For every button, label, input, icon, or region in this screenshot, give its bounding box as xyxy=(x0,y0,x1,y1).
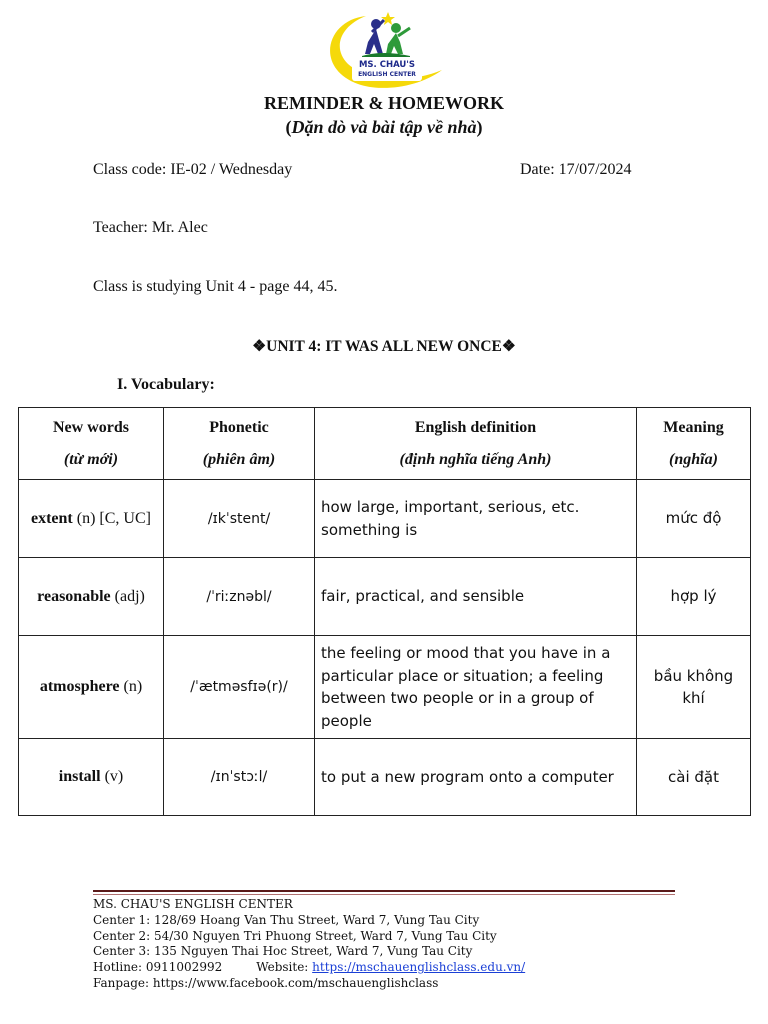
logo-text-line2: ENGLISH CENTER xyxy=(358,71,416,78)
footer-center-3: Center 3: 135 Nguyen Thai Hoc Street, Ward 7, Vung Tau City xyxy=(93,944,473,959)
class-code: Class code: IE-02 / Wednesday xyxy=(93,161,293,178)
unit-heading: ❖UNIT 4: IT WAS ALL NEW ONCE❖ xyxy=(252,338,516,355)
website-link[interactable]: https://mschauenglishclass.edu.vn/ xyxy=(312,960,526,975)
vocabulary-section-title: I. Vocabulary: xyxy=(117,376,215,393)
header-new-words: New words (từ mới) xyxy=(19,408,164,480)
definition-cell: the feeling or mood that you have in a particular place or situation; a feeling between two people or in a group of people xyxy=(315,636,637,739)
document-title: REMINDER & HOMEWORK xyxy=(264,93,504,113)
meaning-cell: hợp lý xyxy=(637,558,751,636)
footer-fanpage: Fanpage: https://www.facebook.com/mschauenglishclass xyxy=(93,975,439,990)
word-cell: reasonable (adj) xyxy=(19,558,164,636)
meaning-cell: bầu không khí xyxy=(637,636,751,739)
center-logo xyxy=(318,10,454,92)
phonetic-cell: /ɪnˈstɔːl/ xyxy=(164,739,315,816)
table-row xyxy=(19,558,751,636)
meaning-cell: mức độ xyxy=(637,480,751,558)
footer-divider-thin xyxy=(93,894,675,895)
table-row xyxy=(19,739,751,816)
document-subtitle-text: Dặn dò và bài tập về nhà xyxy=(291,117,477,137)
footer-website-label: Website: xyxy=(256,960,313,975)
meaning-cell: cài đặt xyxy=(637,739,751,816)
header-meaning: Meaning (nghĩa) xyxy=(637,408,751,480)
footer-hotline: Hotline: 0911002992 xyxy=(93,960,223,975)
word-cell: extent (n) [C, UC] xyxy=(19,480,164,558)
word-cell: install (v) xyxy=(19,739,164,816)
phonetic-cell: /ˈætməsfɪə(r)/ xyxy=(164,636,315,739)
teacher-line: Teacher: Mr. Alec xyxy=(93,219,208,236)
footer-center-name: MS. CHAU'S ENGLISH CENTER xyxy=(93,897,293,911)
studying-line: Class is studying Unit 4 - page 44, 45. xyxy=(93,278,338,295)
header-phonetic: Phonetic (phiên âm) xyxy=(164,408,315,480)
header-english-definition: English definition (định nghĩa tiếng Anh) xyxy=(315,408,637,480)
table-header-row xyxy=(19,408,751,480)
definition-cell: to put a new program onto a computer xyxy=(315,739,637,816)
word-cell: atmosphere (n) xyxy=(19,636,164,739)
definition-cell: fair, practical, and sensible xyxy=(315,558,637,636)
document-subtitle: (Dặn dò và bài tập về nhà) xyxy=(285,117,483,137)
table-row xyxy=(19,636,751,739)
vocabulary-table xyxy=(18,407,751,816)
definition-cell: how large, important, serious, etc. something is xyxy=(315,480,637,558)
footer-center-2: Center 2: 54/30 Nguyen Tri Phuong Street, Ward 7, Vung Tau City xyxy=(93,928,497,943)
class-date: Date: 17/07/2024 xyxy=(520,161,632,178)
phonetic-cell: /ɪkˈstent/ xyxy=(164,480,315,558)
footer-divider xyxy=(93,890,675,892)
footer-contact-line xyxy=(93,960,525,976)
table-row xyxy=(19,480,751,558)
logo-text-line1: MS. CHAU'S xyxy=(358,60,416,70)
footer-center-1: Center 1: 128/69 Hoang Van Thu Street, Ward 7, Vung Tau City xyxy=(93,912,480,927)
footer xyxy=(93,897,525,992)
phonetic-cell: /ˈriːznəbl/ xyxy=(164,558,315,636)
